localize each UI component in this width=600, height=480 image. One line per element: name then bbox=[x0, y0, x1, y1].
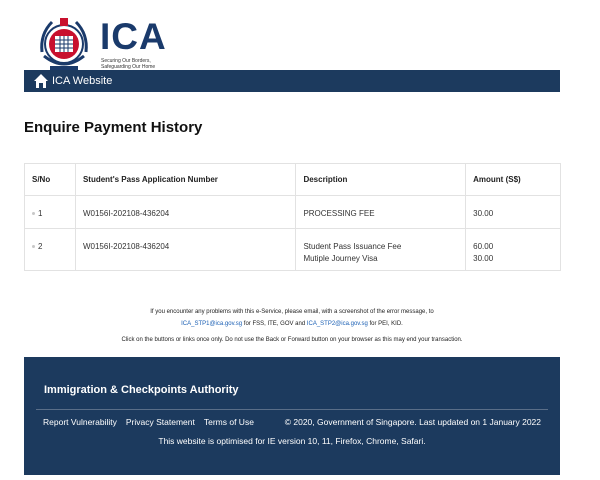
notice-line-1: If you encounter any problems with this e-Service, please email, with a screenshot of the error message, to bbox=[150, 309, 434, 315]
page-title: Enquire Payment History bbox=[24, 119, 203, 136]
table-row bbox=[25, 196, 561, 229]
footer-links bbox=[43, 417, 254, 427]
col-header-sno: S/No bbox=[25, 164, 76, 196]
terms-of-use-link[interactable]: Terms of Use bbox=[203, 417, 254, 427]
sno-value: 2 bbox=[38, 242, 43, 251]
cell-application-number: W0156I-202108-436204 bbox=[75, 229, 296, 271]
logo-tagline bbox=[101, 58, 191, 70]
amount-line: 60.00 bbox=[473, 242, 494, 251]
cell-amount bbox=[466, 229, 561, 271]
payment-history-table bbox=[24, 163, 561, 271]
ica-logo-text[interactable]: ICA bbox=[100, 16, 167, 57]
amount-line: 30.00 bbox=[473, 254, 494, 263]
report-vulnerability-link[interactable]: Report Vulnerability bbox=[43, 417, 117, 427]
notice-for-2: for PEI, KID. bbox=[367, 321, 403, 327]
tagline-line-1: Securing Our Borders, bbox=[101, 58, 151, 64]
ica-website-link[interactable] bbox=[33, 72, 112, 90]
notice-line-2 bbox=[24, 318, 560, 330]
table-header-row bbox=[25, 164, 561, 196]
amount-line: 30.00 bbox=[473, 209, 494, 218]
ica-emblem-logo[interactable] bbox=[34, 12, 94, 74]
description-line: Mutiple Journey Visa bbox=[303, 254, 378, 263]
col-header-application-number: Student's Pass Application Number bbox=[75, 164, 296, 196]
site-footer bbox=[24, 357, 560, 475]
browser-support-note: This website is optimised for IE version 10, 11, Firefox, Chrome, Safari. bbox=[158, 436, 426, 446]
cell-application-number: W0156I-202108-436204 bbox=[75, 196, 296, 229]
cell-sno bbox=[25, 196, 76, 229]
notice-for-1: for FSS, ITE, GOV and bbox=[242, 321, 307, 327]
cell-description bbox=[296, 196, 466, 229]
copyright-text: © 2020, Government of Singapore. Last updated on 1 January 2022 bbox=[284, 417, 541, 427]
footer-title: Immigration & Checkpoints Authority bbox=[44, 384, 239, 396]
table-row bbox=[25, 229, 561, 271]
navigation-warning: Click on the buttons or links once only. Do not use the Back or Forward button on your browser as this may end your transaction. bbox=[121, 337, 463, 343]
sno-value: 1 bbox=[38, 209, 43, 218]
col-header-amount: Amount (S$) bbox=[466, 164, 561, 196]
cell-sno bbox=[25, 229, 76, 271]
site-header bbox=[24, 8, 560, 70]
email-link-stp1[interactable]: ICA_STP1@ica.gov.sg bbox=[181, 321, 243, 327]
row-marker-icon bbox=[32, 245, 35, 248]
support-notice bbox=[24, 306, 560, 330]
tagline-line-2: Safeguarding Our Home bbox=[101, 64, 156, 70]
description-line: PROCESSING FEE bbox=[303, 209, 375, 218]
email-link-stp2[interactable]: ICA_STP2@ica.gov.sg bbox=[306, 321, 368, 327]
description-line: Student Pass Issuance Fee bbox=[303, 242, 402, 251]
footer-divider bbox=[36, 409, 548, 410]
cell-description bbox=[296, 229, 466, 271]
home-icon bbox=[33, 73, 49, 89]
top-navbar bbox=[24, 70, 560, 92]
row-marker-icon bbox=[32, 212, 35, 215]
privacy-statement-link[interactable]: Privacy Statement bbox=[125, 417, 195, 427]
cell-amount bbox=[466, 196, 561, 229]
home-link-label: ICA Website bbox=[52, 75, 113, 87]
col-header-description: Description bbox=[296, 164, 466, 196]
